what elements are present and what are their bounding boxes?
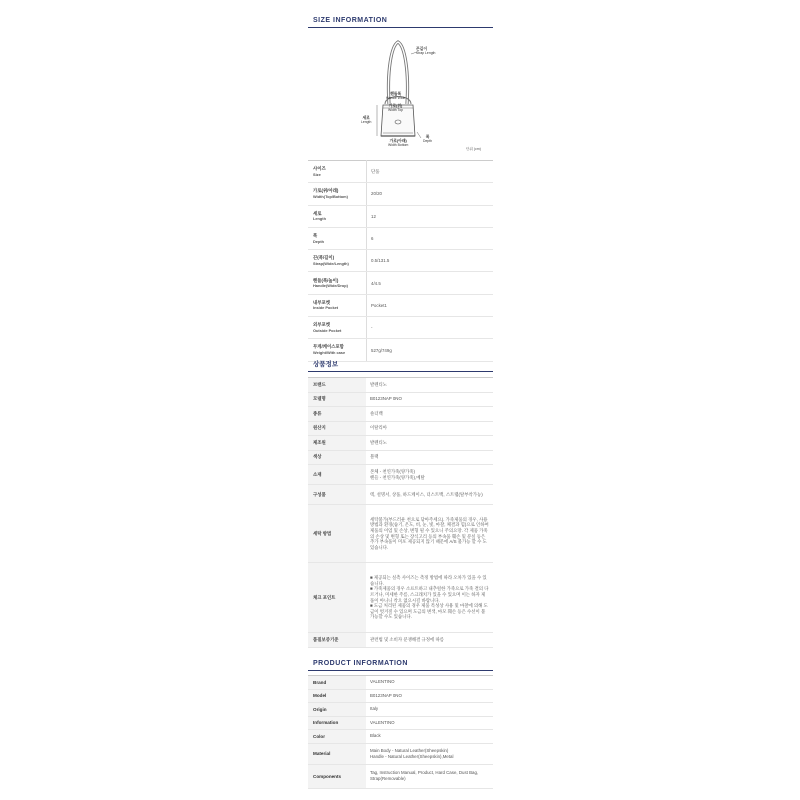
info-row xyxy=(308,465,493,485)
product-row-key: Origin xyxy=(308,703,366,717)
strap-length-label: 끈길이 Strap Length xyxy=(416,47,436,55)
size-row-key xyxy=(308,317,367,339)
size-row-value: 4/4.5 xyxy=(367,272,494,294)
size-row xyxy=(308,339,493,361)
size-row-value: 527g/749g xyxy=(367,339,494,361)
size-row-value: 0.5/131.5 xyxy=(367,250,494,272)
product-row-key: Material xyxy=(308,743,366,764)
size-row-key-en: Inside Pocket xyxy=(313,305,339,311)
product-row xyxy=(308,689,493,703)
size-row-key-kr: 끈(폭/길이) xyxy=(313,255,335,261)
info-row-value: ■ 제공되는 실측 사이즈는 측정 방법에 따라 오차가 있을 수 있습니다. ■ 가죽제품의 경우 소프트하고 내추럴한 가죽으로 가죽 결의 다르거나, 미세한 주름, 스크래치가 있을 수 있으며 이는 하자 제품이 아니니 착오 없으시길 바랍니다. ■ 도금 처리된 제품의 경우 제품 특성상 사용 및 마찰에 의해 도금이 벗겨질 수 있으며 도금의 변색, 마모 훼손 등은 수선이 불가능할 수도 있습니다. xyxy=(366,563,493,633)
product-row xyxy=(308,743,493,764)
size-row xyxy=(308,183,493,205)
unit-label: 단위 (cm) xyxy=(465,147,481,151)
info-row-value: 세탁불가(부드러운 천으로 닦아주세요). 가죽제품의 경우, 사용방법과 환경(습기, 온도, 비, 눈, 빛, 마찰, 체결과 힘)으로 인하여 제품의 이염 및 손상, 변형 될 수 있으니 주의요망. 각 제품 가죽의 손상 및 변형 또는 장식고리 등의 부속품 훼손 및 분실 등은 추가 부속품이 미포 제공되지 않기 때문에 A/S 불가능 할 수 도 있습니다. xyxy=(366,505,493,563)
info-row xyxy=(308,485,493,505)
info-row-value: 발렌티노 xyxy=(366,436,493,451)
product-table xyxy=(308,675,493,789)
size-row-key-kr: 가로(위/아래) xyxy=(313,188,339,194)
info-row-key: 색상 xyxy=(308,450,366,465)
info-row xyxy=(308,378,493,393)
size-row xyxy=(308,205,493,227)
size-row xyxy=(308,227,493,249)
handle-wide-label: 핸들폭 Handle Wide xyxy=(386,92,406,100)
info-row-key: 원산지 xyxy=(308,421,366,436)
info-row xyxy=(308,392,493,407)
product-row-key: Information xyxy=(308,716,366,730)
size-row-key-kr: 무게/케이스포함 xyxy=(313,344,344,350)
product-row-key: Color xyxy=(308,730,366,744)
size-row-value: 20/20 xyxy=(367,183,494,205)
info-row-key: 구성품 xyxy=(308,485,366,505)
product-section xyxy=(308,660,493,789)
info-row xyxy=(308,407,493,422)
size-row-key-en: Strap(Wide/Length) xyxy=(313,260,349,266)
product-row-value: Italy xyxy=(366,703,493,717)
size-row-key xyxy=(308,227,367,249)
size-row-value: 12 xyxy=(367,205,494,227)
size-row-key xyxy=(308,339,367,361)
info-row-key: 제조원 xyxy=(308,436,366,451)
info-row xyxy=(308,505,493,563)
size-row-key-kr: 세로 xyxy=(313,210,322,216)
size-row-key xyxy=(308,183,367,205)
size-row-key-en: Size xyxy=(313,171,321,177)
product-row-value: VALENTINO xyxy=(366,676,493,690)
size-row-key xyxy=(308,294,367,316)
length-label: 세로 Length xyxy=(361,116,372,124)
info-row-value: B0123NAP 0NO xyxy=(366,392,493,407)
size-row-key-en: Outside Pocket xyxy=(313,327,342,333)
size-row xyxy=(308,161,493,183)
depth-label: 폭 Depth xyxy=(423,135,433,143)
info-row-key: 세탁 방법 xyxy=(308,505,366,563)
info-row-key: 종류 xyxy=(308,407,366,422)
size-row-key-kr: 외부포켓 xyxy=(313,322,330,328)
info-row-value: 발렌티노 xyxy=(366,378,493,393)
size-row-key-en: Handle(Wide/Drop) xyxy=(313,283,348,289)
info-row-value: 관련법 및 소비자 분쟁해결 규정에 따름 xyxy=(366,633,493,648)
size-row-value: 단품 xyxy=(367,161,494,183)
size-row-key xyxy=(308,250,367,272)
info-row-value: 숄더백 xyxy=(366,407,493,422)
info-row-value: 본체 - 천연가죽(양가죽) 핸들 - 천연가죽(양가죽),메탈 xyxy=(366,465,493,485)
size-row-value: 6 xyxy=(367,227,494,249)
size-row xyxy=(308,272,493,294)
info-row-key: 품질보증기준 xyxy=(308,633,366,648)
info-row xyxy=(308,450,493,465)
size-section xyxy=(308,17,493,362)
info-section xyxy=(308,359,493,648)
size-row-key-en: Width(Top/Bottom) xyxy=(313,193,348,199)
size-section-title: SIZE INFORMATION xyxy=(308,17,493,28)
product-row-value: Main Body - Natural Leather(Sheepskin) Handle - Natural Leather(Sheepskin),Metal xyxy=(366,743,493,764)
info-row-key: 모델명 xyxy=(308,392,366,407)
size-row-key-kr: 내부포켓 xyxy=(313,299,330,305)
product-row-value: Black xyxy=(366,730,493,744)
width-top-label: 가로(위) Width Top xyxy=(388,104,404,112)
product-row-value: Tag, Instruction Manual, Product, Hard Case, Dust Bag, Strap(Removable) xyxy=(366,764,493,788)
size-table xyxy=(308,160,493,362)
product-row xyxy=(308,730,493,744)
size-row xyxy=(308,250,493,272)
info-section-title: 상품정보 xyxy=(308,359,493,372)
bag-size-diagram xyxy=(308,30,493,160)
info-row xyxy=(308,421,493,436)
product-section-title: PRODUCT INFORMATION xyxy=(308,660,493,671)
size-row-key xyxy=(308,272,367,294)
product-row-value: VALENTINO xyxy=(366,716,493,730)
product-row-key: Model xyxy=(308,689,366,703)
product-row xyxy=(308,676,493,690)
size-row-key-en: Depth xyxy=(313,238,325,244)
info-table xyxy=(308,377,493,648)
size-row-key xyxy=(308,161,367,183)
size-row-key-en: Weight/With case xyxy=(313,350,346,356)
info-row xyxy=(308,563,493,633)
size-row xyxy=(308,294,493,316)
info-row-key: 소재 xyxy=(308,465,366,485)
info-row-value: 텍, 설명서, 상품, 하드케이스, 더스트백, 스트랩(탈부착가능) xyxy=(366,485,493,505)
info-row-key: 브랜드 xyxy=(308,378,366,393)
product-row-key: Components xyxy=(308,764,366,788)
info-row-key: 체크 포인트 xyxy=(308,563,366,633)
size-row-value: - xyxy=(367,317,494,339)
info-row-value: 이탈리아 xyxy=(366,421,493,436)
size-row-key-en: Length xyxy=(313,216,326,222)
product-row xyxy=(308,703,493,717)
size-row xyxy=(308,317,493,339)
size-row-key-kr: 사이즈 xyxy=(313,166,326,172)
info-row xyxy=(308,633,493,648)
info-row-value: 블랙 xyxy=(366,450,493,465)
product-row-value: B0123NAP 0NO xyxy=(366,689,493,703)
info-row xyxy=(308,436,493,451)
product-row xyxy=(308,764,493,788)
size-row-value: Pocket1 xyxy=(367,294,494,316)
size-row-key-kr: 핸들(폭/높이) xyxy=(313,277,339,283)
width-bottom-label: 가로(아래) Width Bottom xyxy=(388,139,409,147)
size-row-key-kr: 폭 xyxy=(313,232,318,238)
product-row-key: Brand xyxy=(308,676,366,690)
product-row xyxy=(308,716,493,730)
size-row-key xyxy=(308,205,367,227)
